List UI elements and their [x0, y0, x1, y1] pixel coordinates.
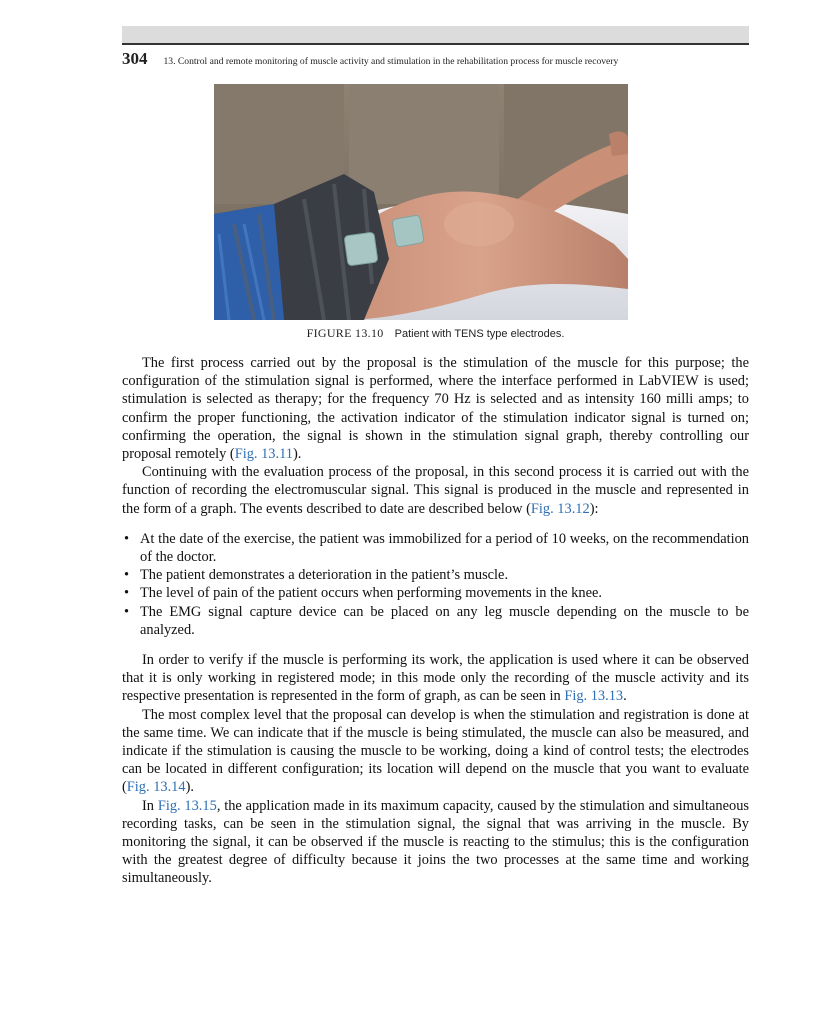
running-header: [122, 49, 749, 71]
paragraph-4: The most complex level that the proposal can develop is when the stimulation and registration is done at the same time. We can indicate that if the muscle is being stimulated, the muscle can also be measured, and indicate if the stimulation is causing the muscle to be working, doing a kind of control tests; the electrodes can be located in different configuration; its location will depend on the muscle that you want to evaluate (Fig. 13.14).: [122, 706, 749, 796]
fig-13-12-link[interactable]: Fig. 13.12: [530, 500, 590, 517]
paragraph-2: Continuing with the evaluation process of the proposal, in this second process it is carried out with the function of recording the electromuscular signal. This signal is produced in the muscle and represented in the form of a graph. The events described to date are described below (Fig. 13.12):: [122, 464, 749, 517]
list-item: • The patient demonstrates a deterioration in the patient’s muscle.: [122, 566, 749, 584]
paragraph-5: In Fig. 13.15, the application made in its maximum capacity, caused by the stimulation and simultaneous recording tasks, can be seen in the stimulation signal, the signal that was arriving in the muscle. By monitoring the signal, it can be observed if the muscle is reacting to the stimulus; this is the configuration with the greatest degree of difficulty because it joins the two processes at the same time and working simultaneously.: [122, 797, 749, 887]
patient-leg-tens-photo: [214, 84, 628, 320]
figure-label: FIGURE 13.10: [306, 326, 384, 340]
list-item: • The EMG signal capture device can be placed on any leg muscle depending on the muscle to be analyzed.: [122, 603, 749, 639]
fig-13-14-link[interactable]: Fig. 13.14: [126, 779, 186, 796]
header-rule: [122, 26, 749, 45]
figure-caption-text: Patient with TENS type electrodes.: [394, 328, 565, 340]
event-list: [122, 530, 749, 639]
figure-caption: [122, 326, 749, 341]
body-text: [122, 354, 749, 888]
figure-photo: [214, 84, 628, 320]
page-number: 304: [122, 49, 148, 68]
fig-13-13-link[interactable]: Fig. 13.13: [564, 688, 624, 705]
fig-13-15-link[interactable]: Fig. 13.15: [157, 797, 217, 814]
paragraph-3: In order to verify if the muscle is performing its work, the application is used where it can be observed that it is only working in registered mode; in this mode only the recording of the muscle activity and its respective presentation is represented in the form of graph, as can be seen in Fig. 13.13.: [122, 652, 749, 705]
running-title: 13. Control and remote monitoring of muscle activity and stimulation in the rehabilitation process for muscle recovery: [163, 56, 619, 67]
list-item: • At the date of the exercise, the patient was immobilized for a period of 10 weeks, on the recommendation of the doctor.: [122, 530, 749, 566]
list-item: • The level of pain of the patient occurs when performing movements in the knee.: [122, 584, 749, 602]
paragraph-1: The first process carried out by the proposal is the stimulation of the muscle for this purpose; the configuration of the stimulation signal is performed, where the interface performed in LabVIEW is used; stimulation is selected as therapy; for the frequency 70 Hz is selected and as intensity 160 milli amps; to confirm the proper functioning, the activation indicator of the stimulation indicator signal is turned on; confirming the operation, the signal is shown in the stimulation signal graph, thereby controlling our proposal remotely (Fig. 13.11).: [122, 355, 749, 463]
fig-13-11-link[interactable]: Fig. 13.11: [234, 446, 293, 463]
